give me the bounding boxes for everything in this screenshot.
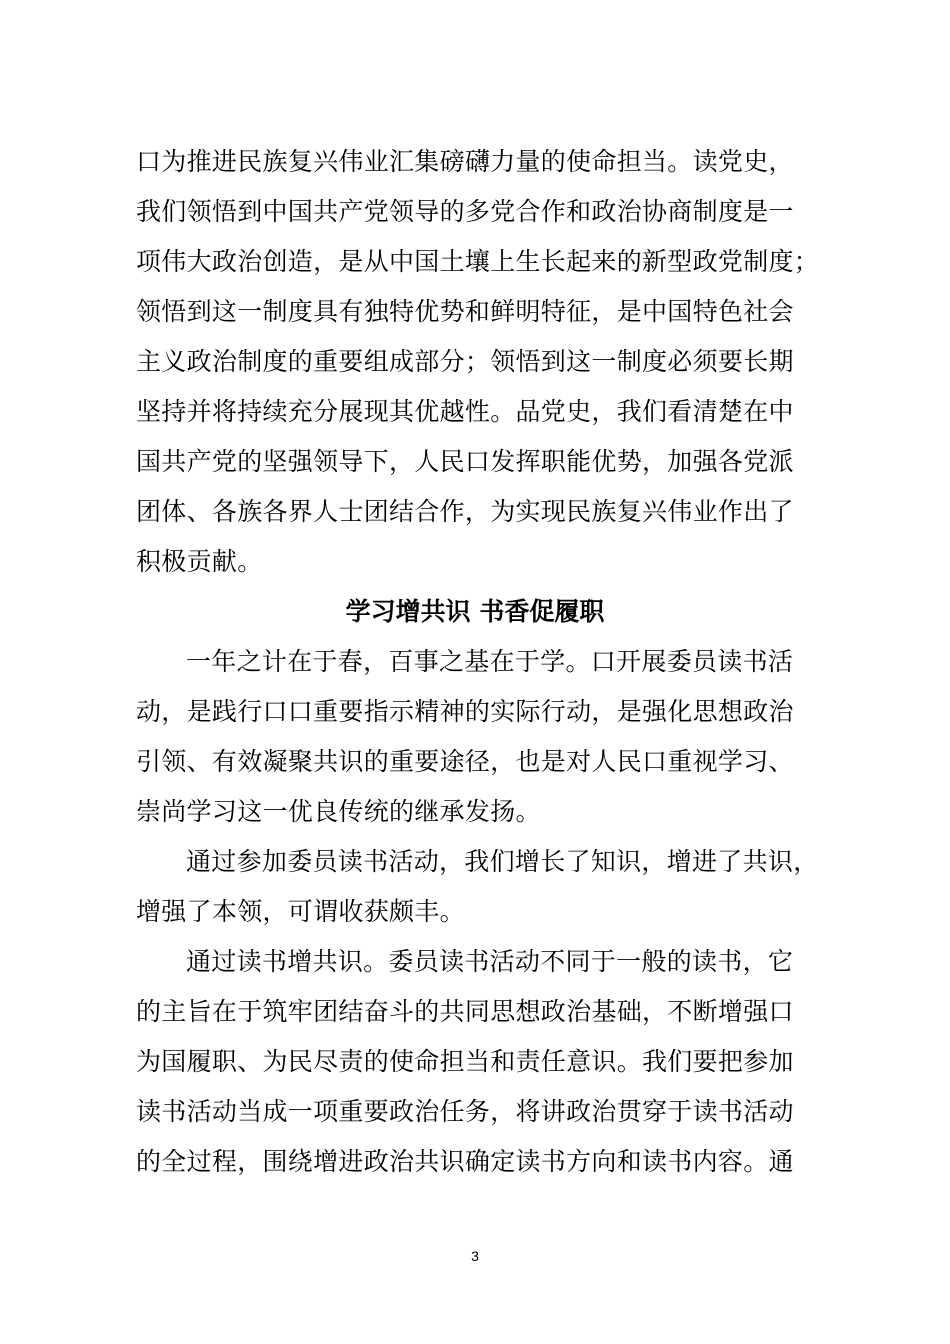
text-line: 主义政治制度的重要组成部分；领悟到这一制度必须要长期 xyxy=(136,347,794,376)
text-line: 的主旨在于筑牢团结奋斗的共同思想政治基础，不断增强口 xyxy=(136,997,794,1026)
text-line: 的全过程，围绕增进政治共识确定读书方向和读书内容。通 xyxy=(136,1147,794,1176)
text-line: 领悟到这一制度具有独特优势和鲜明特征，是中国特色社会 xyxy=(136,297,794,326)
page-number: 3 xyxy=(471,1248,479,1264)
text-line: 我们领悟到中国共产党领导的多党合作和政治协商制度是一 xyxy=(136,197,794,226)
text-line: 增强了本领，可谓收获颇丰。 xyxy=(136,897,465,926)
text-line: 团体、各族各界人士团结合作，为实现民族复兴伟业作出了 xyxy=(136,497,794,526)
text-line: 通过读书增共识。委员读书活动不同于一般的读书，它 xyxy=(186,947,794,976)
text-line: 为国履职、为民尽责的使命担当和责任意识。我们要把参加 xyxy=(136,1047,794,1076)
text-line: 读书活动当成一项重要政治任务，将讲政治贯穿于读书活动 xyxy=(136,1097,794,1126)
text-line: 项伟大政治创造，是从中国土壤上生长起来的新型政党制度； xyxy=(136,247,820,276)
text-line: 崇尚学习这一优良传统的继承发扬。 xyxy=(136,797,541,826)
text-line: 通过参加委员读书活动，我们增长了知识，增进了共识， xyxy=(186,847,819,876)
text-line: 坚持并将持续充分展现其优越性。品党史，我们看清楚在中 xyxy=(136,397,794,426)
text-line: 国共产党的坚强领导下，人民口发挥职能优势，加强各党派 xyxy=(136,447,794,476)
text-line: 口为推进民族复兴伟业汇集磅礴力量的使命担当。读党史， xyxy=(136,147,794,176)
text-line: 引领、有效凝聚共识的重要途径，也是对人民口重视学习、 xyxy=(136,747,794,776)
text-line: 积极贡献。 xyxy=(136,547,263,576)
text-line: 一年之计在于春，百事之基在于学。口开展委员读书活 xyxy=(186,647,794,676)
section-heading: 学习增共识 书香促履职 xyxy=(345,597,605,626)
text-line: 动，是践行口口重要指示精神的实际行动，是强化思想政治 xyxy=(136,697,794,726)
